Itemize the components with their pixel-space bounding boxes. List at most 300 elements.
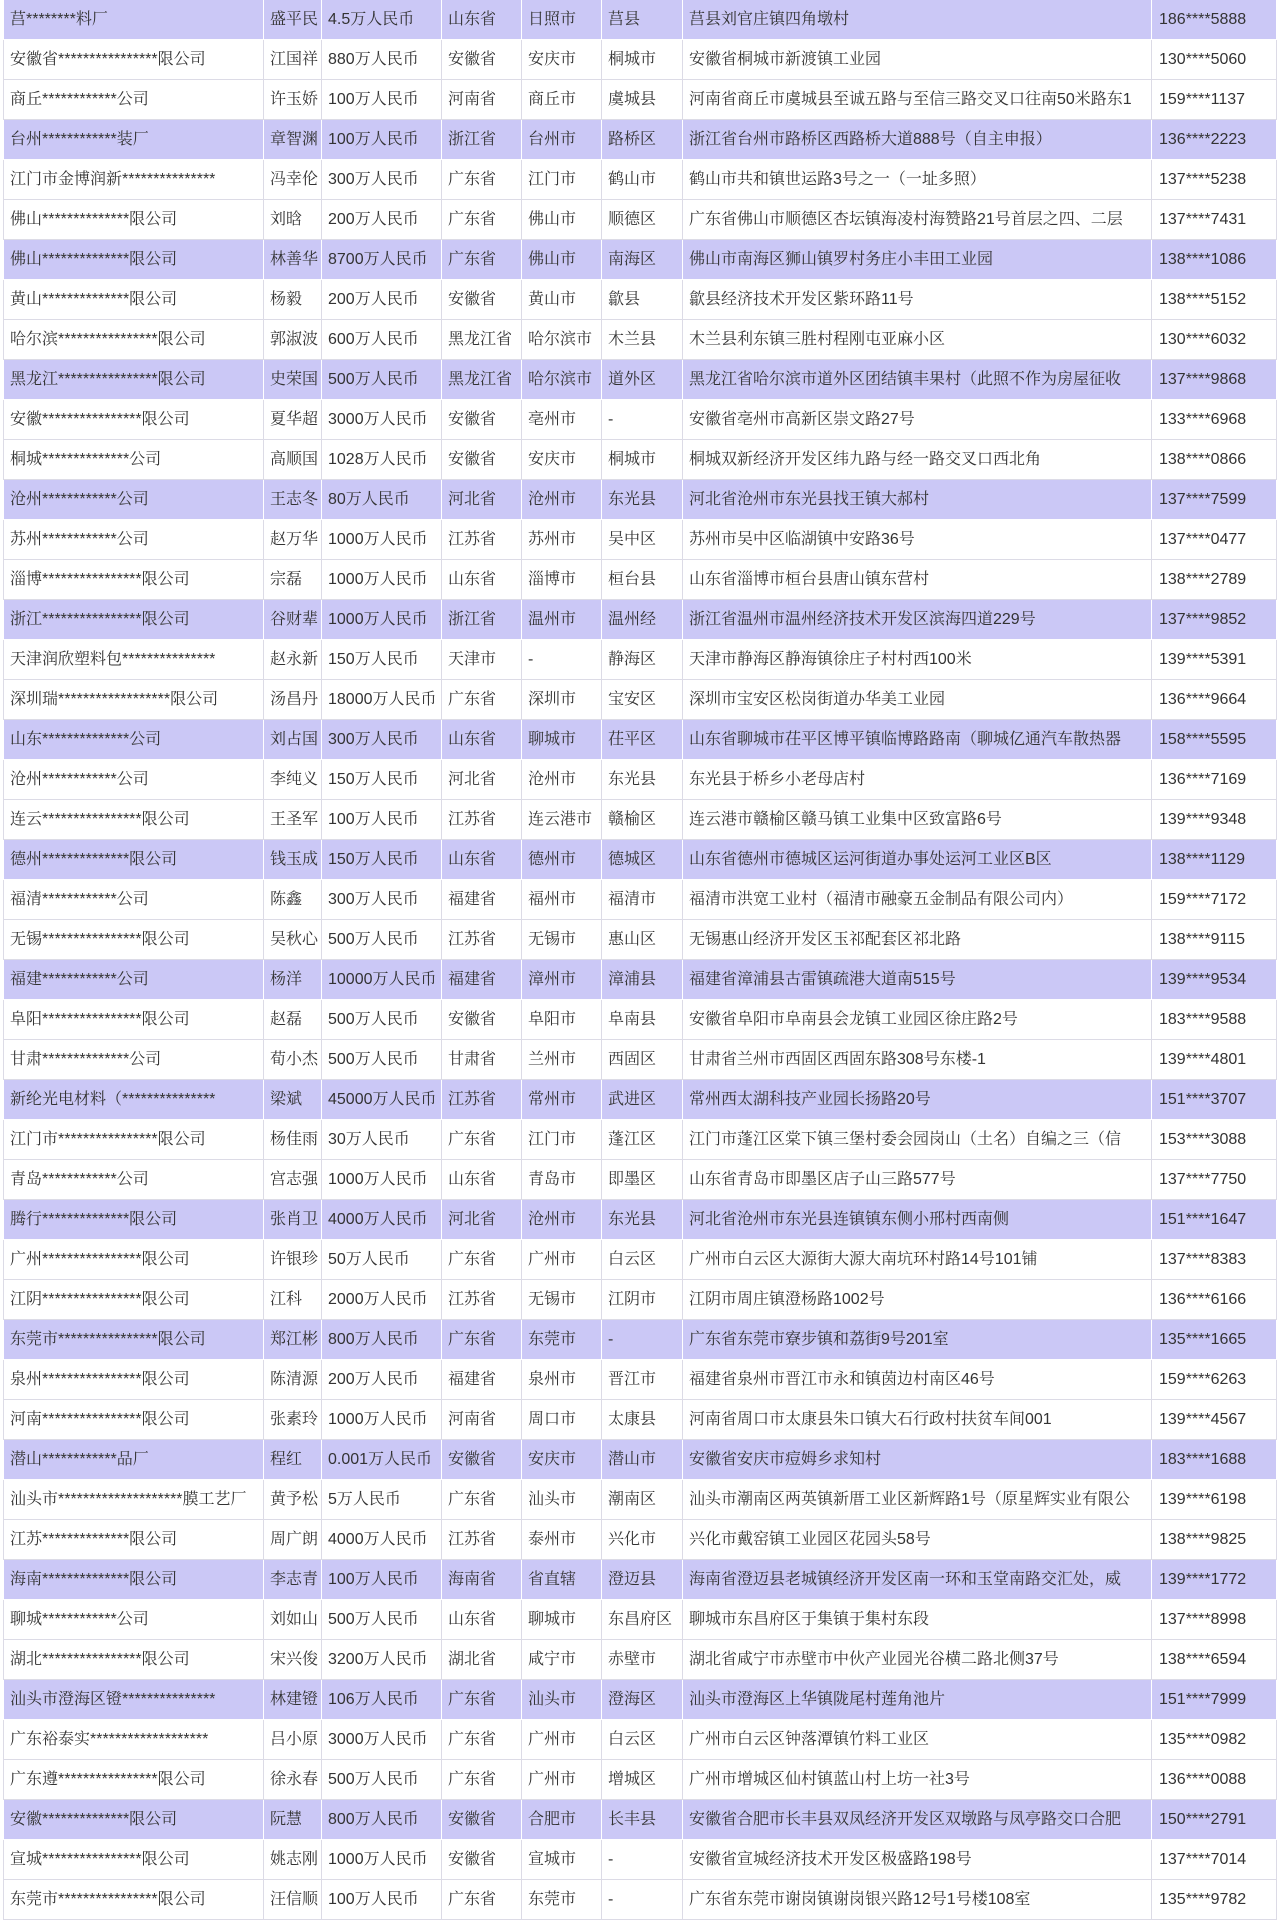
registered-capital-cell: 500万人民币 [322, 1000, 442, 1040]
province-cell: 广东省 [442, 1880, 522, 1920]
company-name-cell: 佛山**************限公司 [3, 200, 264, 240]
legal-rep-cell: 许银珍 [264, 1240, 322, 1280]
district-cell: - [602, 1320, 683, 1360]
address-cell: 广东省东莞市谢岗镇谢岗银兴路12号1号楼108室 [683, 1880, 1152, 1920]
legal-rep-cell: 梁斌 [264, 1080, 322, 1120]
company-name-cell: 连云****************限公司 [3, 800, 264, 840]
address-cell: 河南省周口市太康县朱口镇大石行政村扶贫车间001 [683, 1400, 1152, 1440]
legal-rep-cell: 刘占国 [264, 720, 322, 760]
city-cell: - [522, 640, 602, 680]
company-name-cell: 福清************公司 [3, 880, 264, 920]
address-cell: 苏州市吴中区临湖镇中安路36号 [683, 520, 1152, 560]
province-cell: 福建省 [442, 880, 522, 920]
address-cell: 安徽省宣城经济技术开发区极盛路198号 [683, 1840, 1152, 1880]
phone-cell: 150****2791 [1152, 1800, 1277, 1840]
city-cell: 汕头市 [522, 1480, 602, 1520]
province-cell: 广东省 [442, 1240, 522, 1280]
address-cell: 常州西太湖科技产业园长扬路20号 [683, 1080, 1152, 1120]
district-cell: 桐城市 [602, 440, 683, 480]
phone-cell: 137****8998 [1152, 1600, 1277, 1640]
city-cell: 兰州市 [522, 1040, 602, 1080]
district-cell: 木兰县 [602, 320, 683, 360]
legal-rep-cell: 徐永春 [264, 1760, 322, 1800]
address-cell: 福清市洪宽工业村（福清市融豪五金制品有限公司内） [683, 880, 1152, 920]
district-cell: 鹤山市 [602, 160, 683, 200]
address-cell: 深圳市宝安区松岗街道办华美工业园 [683, 680, 1152, 720]
province-cell: 广东省 [442, 200, 522, 240]
company-name-cell: 青岛************公司 [3, 1160, 264, 1200]
legal-rep-cell: 高顺国 [264, 440, 322, 480]
district-cell: 晋江市 [602, 1360, 683, 1400]
phone-cell: 138****0866 [1152, 440, 1277, 480]
table-row [3, 1320, 1277, 1360]
company-name-cell: 桐城**************公司 [3, 440, 264, 480]
registered-capital-cell: 100万人民币 [322, 80, 442, 120]
province-cell: 广东省 [442, 1720, 522, 1760]
table-row [3, 80, 1277, 120]
registered-capital-cell: 100万人民币 [322, 800, 442, 840]
district-cell: 东光县 [602, 480, 683, 520]
address-cell: 河北省沧州市东光县连镇镇东侧小邢村西南侧 [683, 1200, 1152, 1240]
company-name-cell: 新纶光电材料（*************** [3, 1080, 264, 1120]
table-row [3, 1160, 1277, 1200]
address-cell: 广东省东莞市寮步镇和荔街9号201室 [683, 1320, 1152, 1360]
province-cell: 江苏省 [442, 1520, 522, 1560]
phone-cell: 138****5152 [1152, 280, 1277, 320]
province-cell: 河南省 [442, 1400, 522, 1440]
address-cell: 湖北省咸宁市赤壁市中伙产业园光谷横二路北侧37号 [683, 1640, 1152, 1680]
company-name-cell: 甘肃**************公司 [3, 1040, 264, 1080]
phone-cell: 139****6198 [1152, 1480, 1277, 1520]
city-cell: 聊城市 [522, 720, 602, 760]
address-cell: 汕头市澄海区上华镇陇尾村莲角池片 [683, 1680, 1152, 1720]
table-row [3, 840, 1277, 880]
table-row [3, 120, 1277, 160]
legal-rep-cell: 陈清源 [264, 1360, 322, 1400]
district-cell: 福清市 [602, 880, 683, 920]
phone-cell: 159****1137 [1152, 80, 1277, 120]
table-row [3, 1400, 1277, 1440]
legal-rep-cell: 郑江彬 [264, 1320, 322, 1360]
district-cell: 惠山区 [602, 920, 683, 960]
table-row [3, 1600, 1277, 1640]
legal-rep-cell: 钱玉成 [264, 840, 322, 880]
registered-capital-cell: 80万人民币 [322, 480, 442, 520]
table-row [3, 40, 1277, 80]
address-cell: 山东省聊城市茌平区博平镇临博路路南（聊城亿通汽车散热器 [683, 720, 1152, 760]
legal-rep-cell: 王志冬 [264, 480, 322, 520]
table-row [3, 1640, 1277, 1680]
table-row [3, 1520, 1277, 1560]
city-cell: 亳州市 [522, 400, 602, 440]
address-cell: 江阴市周庄镇澄杨路1002号 [683, 1280, 1152, 1320]
legal-rep-cell: 刘晗 [264, 200, 322, 240]
registered-capital-cell: 50万人民币 [322, 1240, 442, 1280]
district-cell: 太康县 [602, 1400, 683, 1440]
city-cell: 江门市 [522, 160, 602, 200]
company-name-cell: 天津润欣塑料包*************** [3, 640, 264, 680]
province-cell: 山东省 [442, 720, 522, 760]
city-cell: 广州市 [522, 1720, 602, 1760]
phone-cell: 183****9588 [1152, 1000, 1277, 1040]
province-cell: 江苏省 [442, 920, 522, 960]
table-row [3, 1360, 1277, 1400]
province-cell: 广东省 [442, 1680, 522, 1720]
registered-capital-cell: 4000万人民币 [322, 1200, 442, 1240]
province-cell: 福建省 [442, 960, 522, 1000]
address-cell: 无锡惠山经济开发区玉祁配套区祁北路 [683, 920, 1152, 960]
address-cell: 莒县刘官庄镇四角墩村 [683, 0, 1152, 40]
province-cell: 安徽省 [442, 1440, 522, 1480]
district-cell: - [602, 400, 683, 440]
table-row [3, 1120, 1277, 1160]
company-name-cell: 潜山************品厂 [3, 1440, 264, 1480]
registered-capital-cell: 500万人民币 [322, 920, 442, 960]
legal-rep-cell: 李志青 [264, 1560, 322, 1600]
city-cell: 合肥市 [522, 1800, 602, 1840]
district-cell: 蓬江区 [602, 1120, 683, 1160]
legal-rep-cell: 林建镫 [264, 1680, 322, 1720]
phone-cell: 153****3088 [1152, 1120, 1277, 1160]
table-row [3, 600, 1277, 640]
table-row [3, 440, 1277, 480]
district-cell: 增城区 [602, 1760, 683, 1800]
district-cell: 西固区 [602, 1040, 683, 1080]
province-cell: 甘肃省 [442, 1040, 522, 1080]
city-cell: 深圳市 [522, 680, 602, 720]
registered-capital-cell: 3000万人民币 [322, 400, 442, 440]
legal-rep-cell: 章智渊 [264, 120, 322, 160]
company-name-cell: 广东遵****************限公司 [3, 1760, 264, 1800]
company-name-cell: 深圳瑞******************限公司 [3, 680, 264, 720]
province-cell: 广东省 [442, 1760, 522, 1800]
company-name-cell: 浙江****************限公司 [3, 600, 264, 640]
phone-cell: 139****9348 [1152, 800, 1277, 840]
phone-cell: 133****6968 [1152, 400, 1277, 440]
city-cell: 阜阳市 [522, 1000, 602, 1040]
district-cell: 道外区 [602, 360, 683, 400]
legal-rep-cell: 宫志强 [264, 1160, 322, 1200]
company-name-cell: 汕头市澄海区镫*************** [3, 1680, 264, 1720]
company-name-cell: 聊城************公司 [3, 1600, 264, 1640]
registered-capital-cell: 100万人民币 [322, 1880, 442, 1920]
registered-capital-cell: 1000万人民币 [322, 1400, 442, 1440]
phone-cell: 138****9115 [1152, 920, 1277, 960]
city-cell: 安庆市 [522, 440, 602, 480]
address-cell: 广州市白云区钟落潭镇竹料工业区 [683, 1720, 1152, 1760]
legal-rep-cell: 王圣军 [264, 800, 322, 840]
table-row [3, 320, 1277, 360]
company-name-cell: 莒********料厂 [3, 0, 264, 40]
table-row [3, 760, 1277, 800]
address-cell: 河北省沧州市东光县找王镇大郝村 [683, 480, 1152, 520]
table-row [3, 1480, 1277, 1520]
province-cell: 安徽省 [442, 400, 522, 440]
district-cell: 虞城县 [602, 80, 683, 120]
legal-rep-cell: 史荣国 [264, 360, 322, 400]
table-row [3, 1720, 1277, 1760]
company-name-cell: 商丘************公司 [3, 80, 264, 120]
registered-capital-cell: 106万人民币 [322, 1680, 442, 1720]
province-cell: 安徽省 [442, 280, 522, 320]
phone-cell: 136****6166 [1152, 1280, 1277, 1320]
company-name-cell: 黄山**************限公司 [3, 280, 264, 320]
address-cell: 福建省泉州市晋江市永和镇茵边村南区46号 [683, 1360, 1152, 1400]
company-name-cell: 无锡****************限公司 [3, 920, 264, 960]
district-cell: 潮南区 [602, 1480, 683, 1520]
registered-capital-cell: 10000万人民币 [322, 960, 442, 1000]
city-cell: 淄博市 [522, 560, 602, 600]
company-name-cell: 佛山**************限公司 [3, 240, 264, 280]
province-cell: 安徽省 [442, 1840, 522, 1880]
registered-capital-cell: 300万人民币 [322, 160, 442, 200]
company-name-cell: 阜阳****************限公司 [3, 1000, 264, 1040]
table-row [3, 1680, 1277, 1720]
district-cell: 长丰县 [602, 1800, 683, 1840]
phone-cell: 139****5391 [1152, 640, 1277, 680]
registered-capital-cell: 800万人民币 [322, 1320, 442, 1360]
city-cell: 省直辖 [522, 1560, 602, 1600]
address-cell: 安徽省安庆市痘姆乡求知村 [683, 1440, 1152, 1480]
province-cell: 广东省 [442, 160, 522, 200]
registered-capital-cell: 500万人民币 [322, 360, 442, 400]
table-row [3, 1880, 1277, 1920]
legal-rep-cell: 冯幸伦 [264, 160, 322, 200]
phone-cell: 138****1129 [1152, 840, 1277, 880]
district-cell: 宝安区 [602, 680, 683, 720]
city-cell: 无锡市 [522, 920, 602, 960]
registered-capital-cell: 1000万人民币 [322, 1160, 442, 1200]
city-cell: 安庆市 [522, 1440, 602, 1480]
province-cell: 安徽省 [442, 40, 522, 80]
registered-capital-cell: 0.001万人民币 [322, 1440, 442, 1480]
district-cell: 潜山市 [602, 1440, 683, 1480]
company-name-cell: 沧州************公司 [3, 760, 264, 800]
address-cell: 浙江省台州市路桥区西路桥大道888号（自主申报） [683, 120, 1152, 160]
table-row [3, 1040, 1277, 1080]
district-cell: 澄海区 [602, 1680, 683, 1720]
address-cell: 山东省淄博市桓台县唐山镇东营村 [683, 560, 1152, 600]
phone-cell: 137****7014 [1152, 1840, 1277, 1880]
table-row [3, 240, 1277, 280]
address-cell: 聊城市东昌府区于集镇于集村东段 [683, 1600, 1152, 1640]
table-row [3, 640, 1277, 680]
district-cell: 东光县 [602, 1200, 683, 1240]
province-cell: 山东省 [442, 840, 522, 880]
registered-capital-cell: 1000万人民币 [322, 1840, 442, 1880]
province-cell: 河北省 [442, 480, 522, 520]
legal-rep-cell: 汤昌丹 [264, 680, 322, 720]
registered-capital-cell: 45000万人民币 [322, 1080, 442, 1120]
city-cell: 沧州市 [522, 760, 602, 800]
province-cell: 浙江省 [442, 120, 522, 160]
registered-capital-cell: 600万人民币 [322, 320, 442, 360]
legal-rep-cell: 姚志刚 [264, 1840, 322, 1880]
address-cell: 安徽省合肥市长丰县双凤经济开发区双墩路与凤亭路交口合肥 [683, 1800, 1152, 1840]
district-cell: 德城区 [602, 840, 683, 880]
registered-capital-cell: 4000万人民币 [322, 1520, 442, 1560]
registered-capital-cell: 200万人民币 [322, 200, 442, 240]
company-name-cell: 哈尔滨****************限公司 [3, 320, 264, 360]
registered-capital-cell: 800万人民币 [322, 1800, 442, 1840]
district-cell: 茌平区 [602, 720, 683, 760]
table-row [3, 880, 1277, 920]
company-name-cell: 德州**************限公司 [3, 840, 264, 880]
city-cell: 青岛市 [522, 1160, 602, 1200]
registered-capital-cell: 500万人民币 [322, 1600, 442, 1640]
table-row [3, 400, 1277, 440]
legal-rep-cell: 黄予松 [264, 1480, 322, 1520]
district-cell: 南海区 [602, 240, 683, 280]
address-cell: 鹤山市共和镇世运路3号之一（一址多照） [683, 160, 1152, 200]
province-cell: 广东省 [442, 240, 522, 280]
company-name-cell: 湖北****************限公司 [3, 1640, 264, 1680]
phone-cell: 137****0477 [1152, 520, 1277, 560]
company-name-cell: 腾行**************限公司 [3, 1200, 264, 1240]
province-cell: 广东省 [442, 680, 522, 720]
phone-cell: 138****6594 [1152, 1640, 1277, 1680]
phone-cell: 151****1647 [1152, 1200, 1277, 1240]
legal-rep-cell: 汪信顺 [264, 1880, 322, 1920]
phone-cell: 137****9852 [1152, 600, 1277, 640]
province-cell: 江苏省 [442, 1280, 522, 1320]
phone-cell: 136****7169 [1152, 760, 1277, 800]
legal-rep-cell: 许玉娇 [264, 80, 322, 120]
province-cell: 江苏省 [442, 1080, 522, 1120]
table-row [3, 1840, 1277, 1880]
table-row [3, 1200, 1277, 1240]
address-cell: 佛山市南海区狮山镇罗村务庄小丰田工业园 [683, 240, 1152, 280]
company-name-cell: 广州****************限公司 [3, 1240, 264, 1280]
address-cell: 江门市蓬江区棠下镇三堡村委会园岗山（土名）自编之三（信 [683, 1120, 1152, 1160]
province-cell: 安徽省 [442, 1800, 522, 1840]
registered-capital-cell: 150万人民币 [322, 760, 442, 800]
registered-capital-cell: 1028万人民币 [322, 440, 442, 480]
province-cell: 河南省 [442, 80, 522, 120]
district-cell: - [602, 1880, 683, 1920]
table-row [3, 160, 1277, 200]
phone-cell: 137****7599 [1152, 480, 1277, 520]
legal-rep-cell: 林善华 [264, 240, 322, 280]
district-cell: 白云区 [602, 1240, 683, 1280]
city-cell: 漳州市 [522, 960, 602, 1000]
registered-capital-cell: 3000万人民币 [322, 1720, 442, 1760]
company-name-cell: 山东**************公司 [3, 720, 264, 760]
city-cell: 江门市 [522, 1120, 602, 1160]
table-row [3, 520, 1277, 560]
province-cell: 黑龙江省 [442, 320, 522, 360]
phone-cell: 137****5238 [1152, 160, 1277, 200]
legal-rep-cell: 赵永新 [264, 640, 322, 680]
province-cell: 广东省 [442, 1320, 522, 1360]
table-row [3, 720, 1277, 760]
registered-capital-cell: 100万人民币 [322, 1560, 442, 1600]
table-row [3, 920, 1277, 960]
table-row [3, 480, 1277, 520]
city-cell: 黄山市 [522, 280, 602, 320]
registered-capital-cell: 200万人民币 [322, 280, 442, 320]
legal-rep-cell: 杨佳雨 [264, 1120, 322, 1160]
city-cell: 无锡市 [522, 1280, 602, 1320]
province-cell: 广东省 [442, 1120, 522, 1160]
company-name-cell: 安徽****************限公司 [3, 400, 264, 440]
city-cell: 哈尔滨市 [522, 320, 602, 360]
phone-cell: 138****2789 [1152, 560, 1277, 600]
city-cell: 佛山市 [522, 200, 602, 240]
address-cell: 甘肃省兰州市西固区西固东路308号东楼-1 [683, 1040, 1152, 1080]
legal-rep-cell: 江科 [264, 1280, 322, 1320]
district-cell: 吴中区 [602, 520, 683, 560]
legal-rep-cell: 杨毅 [264, 280, 322, 320]
phone-cell: 186****5888 [1152, 0, 1277, 40]
address-cell: 海南省澄迈县老城镇经济开发区南一环和玉堂南路交汇处，威 [683, 1560, 1152, 1600]
district-cell: 顺德区 [602, 200, 683, 240]
company-name-cell: 汕头市********************膜工艺厂 [3, 1480, 264, 1520]
registered-capital-cell: 2000万人民币 [322, 1280, 442, 1320]
phone-cell: 137****7750 [1152, 1160, 1277, 1200]
district-cell: 即墨区 [602, 1160, 683, 1200]
address-cell: 桐城双新经济开发区纬九路与经一路交叉口西北角 [683, 440, 1152, 480]
legal-rep-cell: 谷财辈 [264, 600, 322, 640]
company-name-cell: 福建************公司 [3, 960, 264, 1000]
address-cell: 木兰县利东镇三胜村程刚屯亚麻小区 [683, 320, 1152, 360]
registered-capital-cell: 300万人民币 [322, 880, 442, 920]
phone-cell: 136****9664 [1152, 680, 1277, 720]
district-cell: 东光县 [602, 760, 683, 800]
district-cell: 莒县 [602, 0, 683, 40]
company-table [3, 0, 1277, 1920]
registered-capital-cell: 18000万人民币 [322, 680, 442, 720]
legal-rep-cell: 夏华超 [264, 400, 322, 440]
company-name-cell: 东莞市****************限公司 [3, 1320, 264, 1360]
registered-capital-cell: 300万人民币 [322, 720, 442, 760]
city-cell: 哈尔滨市 [522, 360, 602, 400]
address-cell: 黑龙江省哈尔滨市道外区团结镇丰果村（此照不作为房屋征收 [683, 360, 1152, 400]
district-cell: 温州经 [602, 600, 683, 640]
district-cell: 桓台县 [602, 560, 683, 600]
province-cell: 山东省 [442, 560, 522, 600]
table-row [3, 560, 1277, 600]
registered-capital-cell: 1000万人民币 [322, 600, 442, 640]
district-cell: 阜南县 [602, 1000, 683, 1040]
company-name-cell: 黑龙江****************限公司 [3, 360, 264, 400]
address-cell: 安徽省亳州市高新区崇文路27号 [683, 400, 1152, 440]
district-cell: 静海区 [602, 640, 683, 680]
phone-cell: 139****1772 [1152, 1560, 1277, 1600]
registered-capital-cell: 5万人民币 [322, 1480, 442, 1520]
phone-cell: 139****4801 [1152, 1040, 1277, 1080]
phone-cell: 138****1086 [1152, 240, 1277, 280]
legal-rep-cell: 杨洋 [264, 960, 322, 1000]
phone-cell: 139****4567 [1152, 1400, 1277, 1440]
legal-rep-cell: 陈鑫 [264, 880, 322, 920]
district-cell: 兴化市 [602, 1520, 683, 1560]
phone-cell: 135****9782 [1152, 1880, 1277, 1920]
province-cell: 浙江省 [442, 600, 522, 640]
phone-cell: 139****9534 [1152, 960, 1277, 1000]
city-cell: 福州市 [522, 880, 602, 920]
city-cell: 沧州市 [522, 480, 602, 520]
company-name-cell: 江阴****************限公司 [3, 1280, 264, 1320]
city-cell: 泰州市 [522, 1520, 602, 1560]
province-cell: 河北省 [442, 760, 522, 800]
city-cell: 宣城市 [522, 1840, 602, 1880]
company-name-cell: 广东裕泰实******************* [3, 1720, 264, 1760]
district-cell: 赣榆区 [602, 800, 683, 840]
company-name-cell: 江门市金博润新*************** [3, 160, 264, 200]
table-row [3, 680, 1277, 720]
city-cell: 苏州市 [522, 520, 602, 560]
